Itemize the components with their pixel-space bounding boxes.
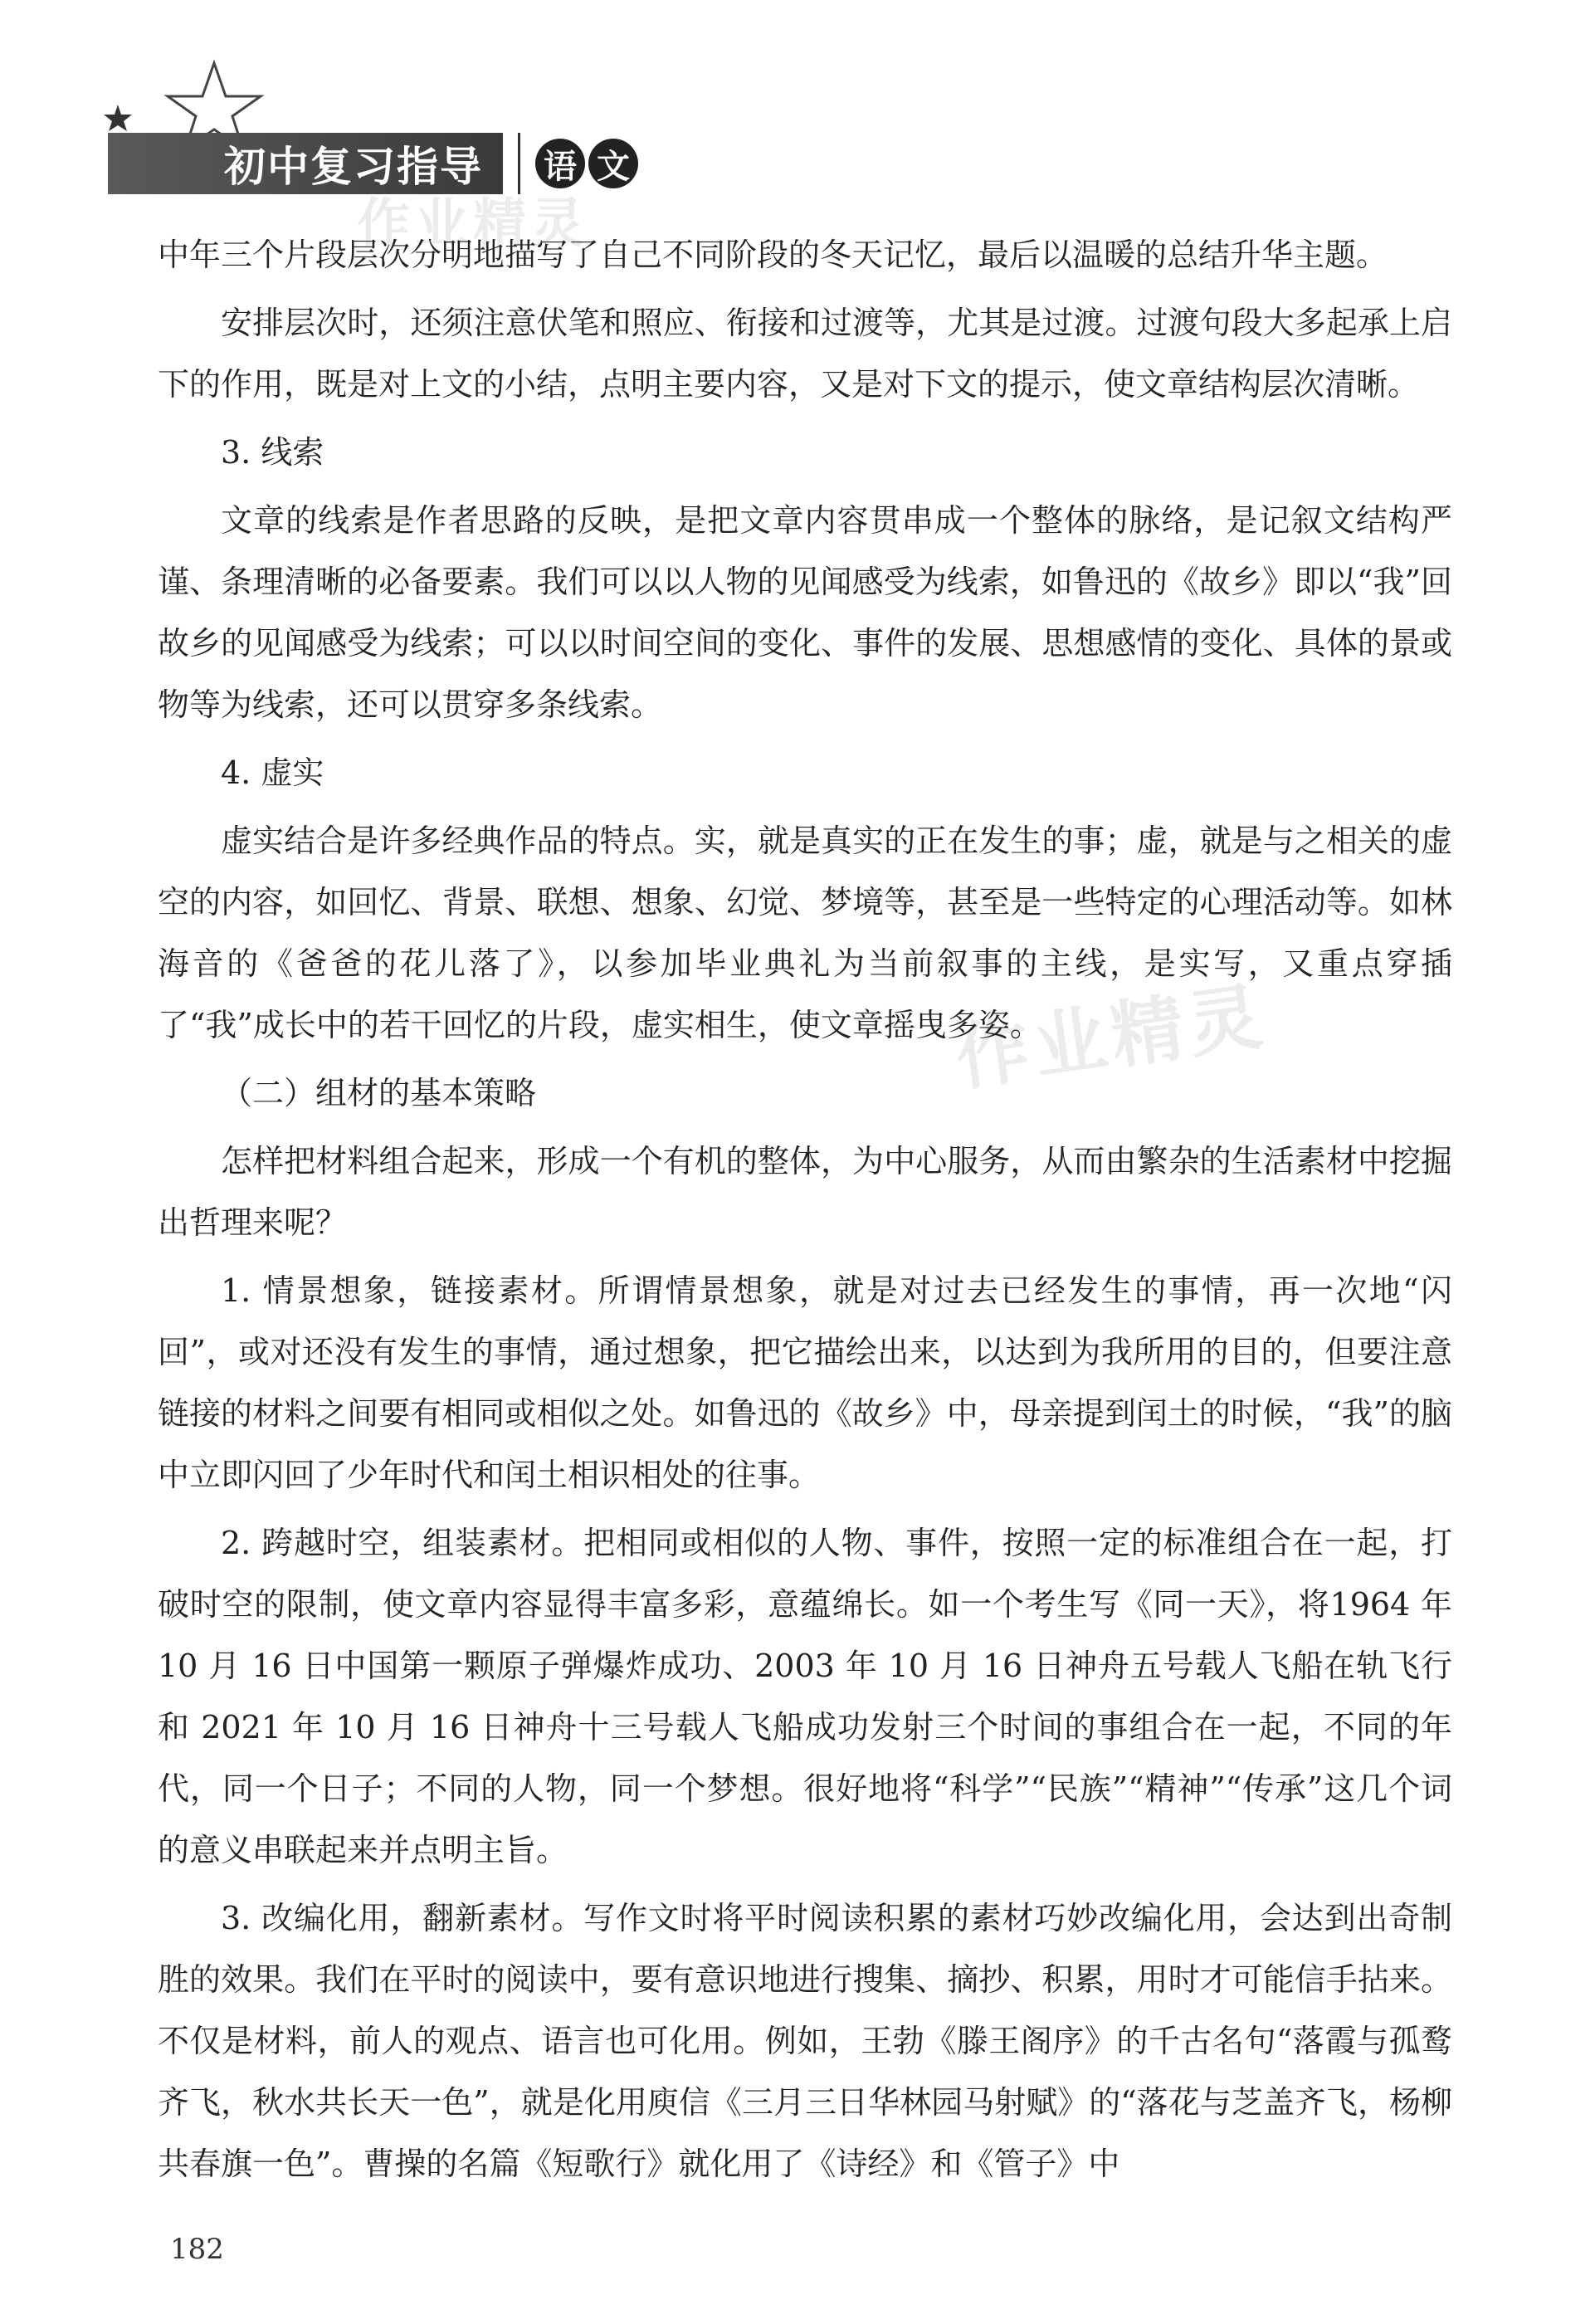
page-body [158, 224, 1452, 2201]
subject-label [535, 139, 638, 188]
page-number: 182 [170, 2233, 224, 2266]
section-heading: 3. 线索 [221, 434, 324, 471]
paragraph: 2. 跨越时空，组装素材。把相同或相似的人物、事件，按照一定的标准组合在一起，打破时空的限制，使文章内容显得丰富多彩，意蕴绵长。如一个考生写《同一天》，将1964 年 10 月 16 日中国第一颗原子弹爆炸成功、2003 年 10 月 16 日神舟五号载人飞船在轨飞行和 2021 年 10 月 16 日神舟十三号载人飞船成功发射三个时间的事组合在一起，不同的年代，同一个日子；不同的人物，同一个梦想。很好地将“科学”“民族”“精神”“传承”这几个词的意义串联起来并点明主旨。 [158, 1525, 1452, 1868]
page-header [91, 58, 672, 191]
paragraph: 虚实结合是许多经典作品的特点。实，就是真实的正在发生的事；虚，就是与之相关的虚空的内容，如回忆、背景、联想、想象、幻觉、梦境等，甚至是一些特定的心理活动等。如林海音的《爸爸的花儿落了》，以参加毕业典礼为当前叙事的主线，是实写，又重点穿插了“我”成长中的若干回忆的片段，虚实相生，使文章摇曳多姿。 [158, 823, 1452, 1043]
watermark-top: 作业精灵 [357, 193, 589, 255]
subject-char-2: 文 [588, 139, 638, 188]
header-bar [224, 118, 638, 209]
paragraph: 3. 改编化用，翻新素材。写作文时将平时阅读积累的素材巧妙改编化用，会达到出奇制胜的效果。我们在平时的阅读中，要有意识地进行搜集、摘抄、积累，用时才可能信手拈来。不仅是材料，前人的观点、语言也可化用。例如，王勃《滕王阁序》的千古名句“落霞与孤鹜齐飞，秋水共长天一色”，就是化用庾信《三月三日华林园马射赋》的“落花与芝盖齐飞，杨柳共春旗一色”。曹操的名篇《短歌行》就化用了《诗经》和《管子》中 [158, 1900, 1452, 2182]
paragraph: 1. 情景想象，链接素材。所谓情景想象，就是对过去已经发生的事情，再一次地“闪回”，或对还没有发生的事情，通过想象，把它描绘出来，以达到为我所用的目的，但要注意链接的材料之间要有相同或相似之处。如鲁迅的《故乡》中，母亲提到闰土的时候，“我”的脑中立即闪回了少年时代和闰土相识相处的往事。 [158, 1272, 1452, 1493]
paragraph: 中年三个片段层次分明地描写了自己不同阶段的冬天记忆，最后以温暖的总结升华主题。 [158, 237, 1388, 273]
watermark-middle: 作业精灵 [950, 973, 1272, 1101]
section-heading: 4. 虚实 [221, 754, 324, 791]
book-title-box [108, 133, 503, 194]
paragraph: 文章的线索是作者思路的反映，是把文章内容贯串成一个整体的脉络，是记叙文结构严谨、条理清晰的必备要素。我们可以以人物的见闻感受为线索，如鲁迅的《故乡》即以“我”回故乡的见闻感受为线索；可以以时间空间的变化、事件的发展、思想感情的变化、具体的景或物等为线索，还可以贯穿多条线索。 [158, 502, 1452, 723]
paragraph: 怎样把材料组合起来，形成一个有机的整体，为中心服务，从而由繁杂的生活素材中挖掘出哲理来呢？ [158, 1143, 1452, 1241]
subject-char-1: 语 [535, 139, 585, 188]
paragraph: 安排层次时，还须注意伏笔和照应、衔接和过渡等，尤其是过渡。过渡句段大多起承上启下的作用，既是对上文的小结，点明主要内容，又是对下文的提示，使文章结构层次清晰。 [158, 305, 1452, 403]
header-divider [518, 133, 520, 194]
book-title: 初中复习指导 [224, 143, 483, 191]
section-heading: （二）组材的基本策略 [221, 1075, 537, 1111]
